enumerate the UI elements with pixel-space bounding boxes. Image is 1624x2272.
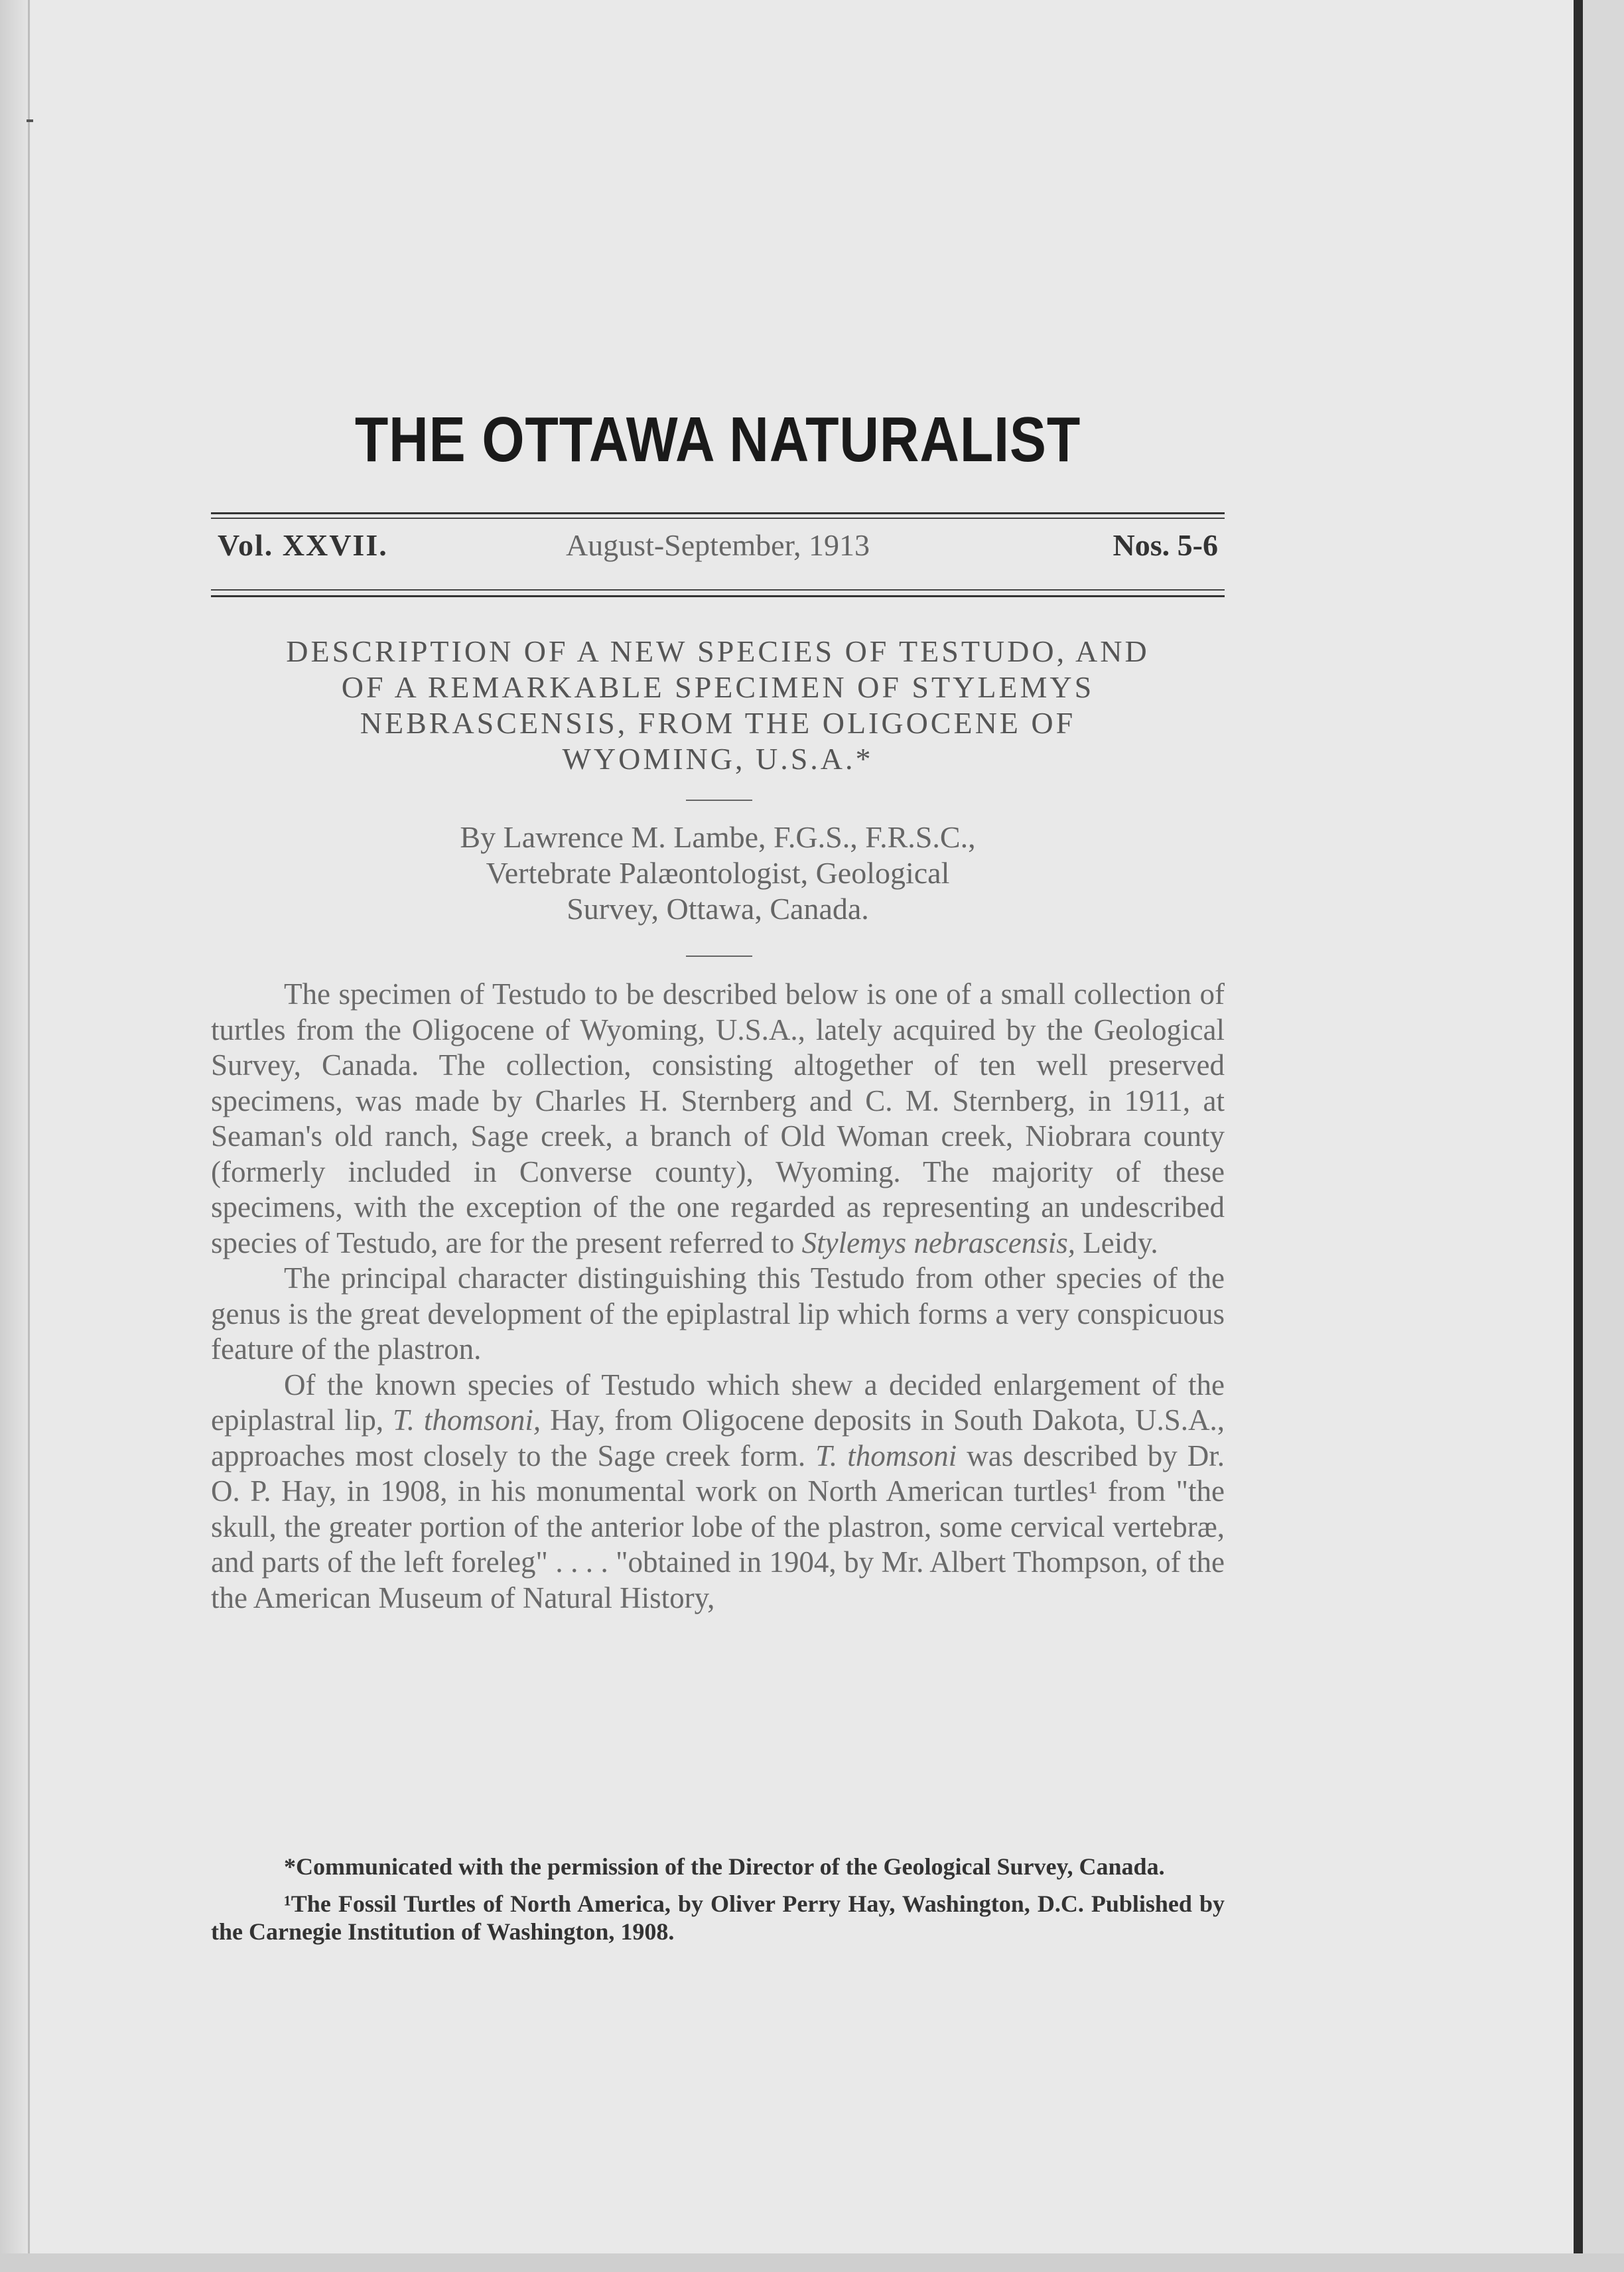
- byline-location: Survey, Ottawa, Canada.: [567, 892, 869, 926]
- article-title-line: OF A REMARKABLE SPECIMEN OF STYLEMYS: [341, 670, 1095, 704]
- byline-divider: [686, 956, 752, 957]
- scan-mark: [27, 119, 33, 122]
- article-title-line: WYOMING, U.S.A.*: [562, 742, 874, 776]
- article-title-line: NEBRASCENSIS, FROM THE OLIGOCENE OF: [360, 706, 1076, 740]
- footnote: *Communicated with the permission of the Director of the Geological Survey, Canada.: [284, 1853, 1165, 1880]
- byline: [211, 819, 1225, 927]
- header-rule-top-thin: [211, 518, 1225, 519]
- page-right-edge: [1574, 0, 1624, 2272]
- byline-position: Vertebrate Palæontologist, Geological: [486, 856, 950, 890]
- issue-numbers: Nos. 5-6: [1113, 528, 1218, 562]
- header-rule-bottom-thin: [211, 589, 1225, 591]
- article-title-line: DESCRIPTION OF A NEW SPECIES OF TESTUDO, AND: [286, 634, 1150, 668]
- page-left-edge: [0, 0, 30, 2272]
- footnotes: [211, 1853, 1225, 1955]
- byline-author: By Lawrence M. Lambe, F.G.S., F.R.S.C.,: [460, 820, 976, 854]
- title-divider: [686, 800, 752, 801]
- volume-label: Vol. XXVII.: [218, 528, 388, 562]
- paragraph: The specimen of Testudo to be described below is one of a small collection of turtles from the Oligocene of Wyoming, U.S.A., lately acquired by the Geological Survey, Canada. The collection, consisting altogether of ten well preserved specimens, was made by Charles H. Sternberg and C. M. Sternberg, in 1911, at Seaman's old ranch, Sage creek, a branch of Old Woman creek, Niobrara county (formerly included in Converse county), Wyoming. The majority of these specimens, with the exception of the one regarded as representing an undescribed species of Testudo, are for the present referred to Stylemys nebrascensis, Leidy.: [211, 977, 1225, 1259]
- page-bottom-edge: [0, 2253, 1624, 2272]
- issue-line: [211, 528, 1225, 567]
- article-title: [211, 634, 1225, 777]
- header-rule-bottom: [211, 595, 1225, 597]
- footnote: ¹The Fossil Turtles of North America, by Oliver Perry Hay, Washington, D.C. Published by the Carnegie Institution of Washington, 1908.: [211, 1890, 1225, 1945]
- journal-title: THE OTTAWA NATURALIST: [354, 404, 1081, 475]
- issue-date: August-September, 1913: [565, 528, 870, 562]
- paragraph: The principal character distinguishing this Testudo from other species of the genus is the great development of the epiplastral lip which forms a very conspicuous feature of the plastron.: [211, 1261, 1225, 1366]
- article-body: [211, 977, 1225, 1616]
- header-rule-top: [211, 512, 1225, 514]
- paragraph: Of the known species of Testudo which shew a decided enlargement of the epiplastral lip, T. thomsoni, Hay, from Oligocene deposits in South Dakota, U.S.A., approaches most closely to the Sage creek form. T. thomsoni was described by Dr. O. P. Hay, in 1908, in his monumental work on North American turtles¹ from "the skull, the greater portion of the anterior lobe of the plastron, some cervical vertebræ, and parts of the left foreleg" . . . . "obtained in 1904, by Mr. Albert Thompson, of the the American Museum of Natural History,: [211, 1368, 1225, 1614]
